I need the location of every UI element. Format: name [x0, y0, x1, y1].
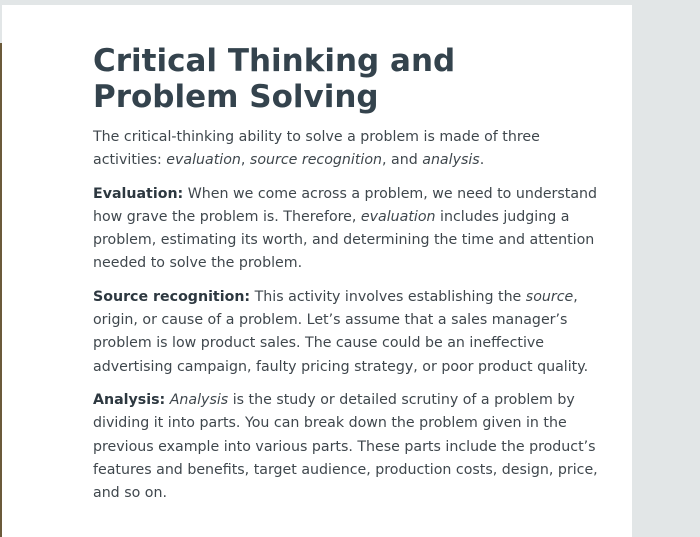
content-card: [2, 5, 632, 537]
intro-text-2: ,: [240, 152, 250, 169]
source-text-1: This activity involves establishing the: [250, 288, 526, 305]
intro-text-4: .: [479, 152, 485, 169]
source-recognition-paragraph: [93, 286, 608, 379]
intro-em-evaluation: evaluation: [166, 152, 241, 169]
intro-em-source-recognition: source recognition: [249, 152, 383, 169]
evaluation-label: Evaluation:: [93, 185, 184, 202]
intro-em-analysis: analysis: [422, 152, 480, 169]
evaluation-paragraph: [93, 183, 608, 276]
analysis-text-1: is the study or detailed scrutiny of a problem by dividing it into parts. You can break down the problem given in the previous example into various parts. These parts include the product’s features and benefits, target audience, production costs, design, price, and so on.: [93, 391, 598, 502]
evaluation-em: evaluation: [360, 208, 436, 225]
intro-text-3: , and: [382, 152, 423, 169]
evaluation-text-1: When we come across a problem, we need to understand how grave the problem is. Therefore,: [93, 185, 598, 225]
source-recognition-label: Source recognition:: [93, 288, 251, 305]
intro-paragraph: [93, 126, 608, 173]
article: [93, 43, 608, 515]
intro-text-1: The critical-thinking ability to solve a problem is made of three activities:: [93, 129, 540, 169]
evaluation-text-2: includes judging a problem, estimating its worth, and determining the time and attention needed to solve the problem.: [93, 208, 595, 272]
page-title: Critical Thinking and Problem Solving: [93, 43, 456, 115]
source-em: source: [525, 288, 574, 305]
analysis-label: Analysis:: [93, 391, 166, 408]
analysis-em: Analysis: [169, 391, 229, 408]
source-text-2: , origin, or cause of a problem. Let’s assume that a sales manager’s problem is low product sales. The cause could be an ineffective advertising campaign, faulty pricing strategy, or poor product quality.: [93, 288, 589, 375]
analysis-paragraph: [93, 389, 608, 505]
